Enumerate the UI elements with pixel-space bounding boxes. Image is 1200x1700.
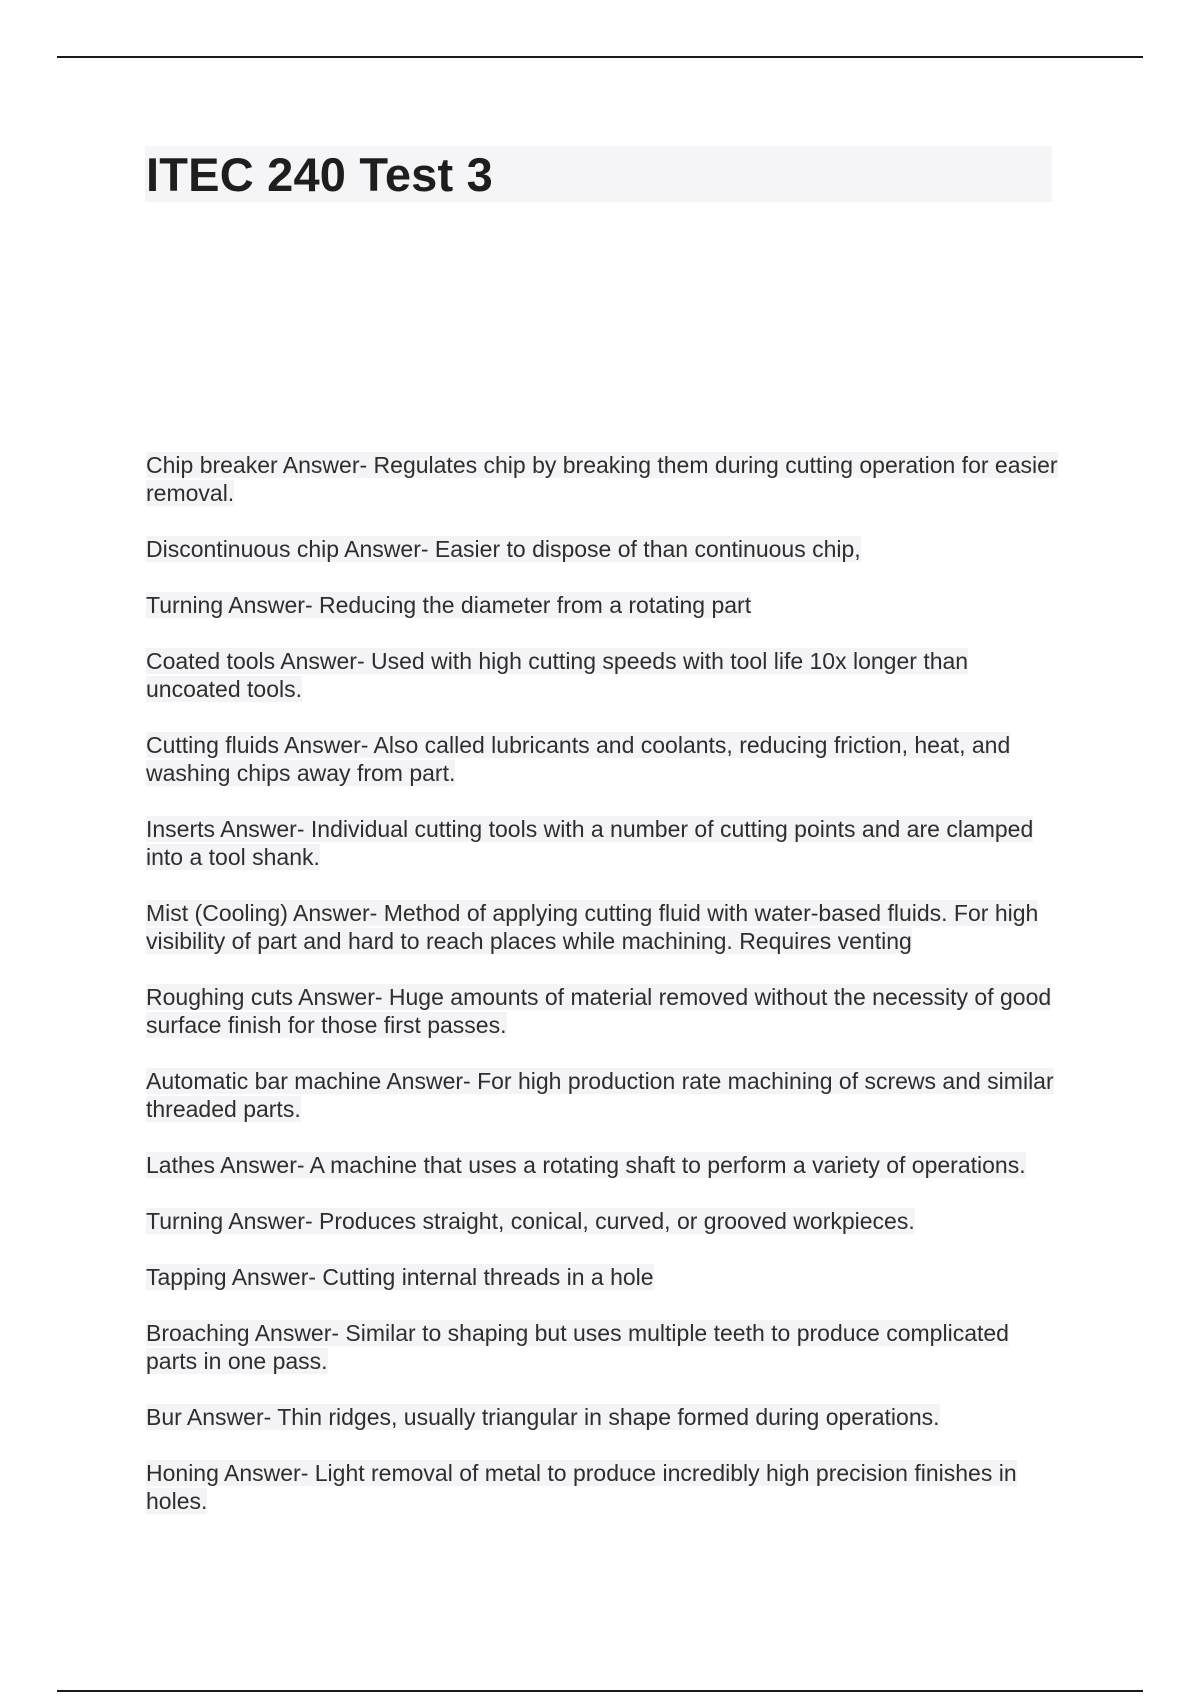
qa-text: Mist (Cooling) Answer- Method of applying cutting fluid with water-based fluids. For high visibility of part and hard to reach places while machining. Requires venting — [146, 900, 1039, 954]
list-item — [146, 1151, 1062, 1179]
list-item — [146, 1459, 1062, 1515]
qa-text: Discontinuous chip Answer- Easier to dispose of than continuous chip, — [146, 536, 861, 562]
qa-text: Tapping Answer- Cutting internal threads in a hole — [146, 1264, 654, 1290]
list-item — [146, 1207, 1062, 1235]
qa-text: Honing Answer- Light removal of metal to produce incredibly high precision finishes in holes. — [146, 1460, 1017, 1514]
qa-text: Broaching Answer- Similar to shaping but uses multiple teeth to produce complicated parts in one pass. — [146, 1320, 1009, 1374]
list-item — [146, 535, 1062, 563]
list-item — [146, 1403, 1062, 1431]
list-item — [146, 647, 1062, 703]
qa-text: Turning Answer- Produces straight, conical, curved, or grooved workpieces. — [146, 1208, 915, 1234]
qa-list — [146, 451, 1062, 1543]
list-item — [146, 1067, 1062, 1123]
list-item — [146, 1263, 1062, 1291]
list-item — [146, 731, 1062, 787]
qa-text: Bur Answer- Thin ridges, usually triangular in shape formed during operations. — [146, 1404, 940, 1430]
page-title: ITEC 240 Test 3 — [146, 148, 493, 201]
qa-text: Lathes Answer- A machine that uses a rotating shaft to perform a variety of operations. — [146, 1152, 1026, 1178]
top-rule — [57, 56, 1143, 58]
qa-text: Turning Answer- Reducing the diameter from a rotating part — [146, 592, 752, 618]
list-item — [146, 899, 1062, 955]
list-item — [146, 591, 1062, 619]
qa-text: Automatic bar machine Answer- For high production rate machining of screws and similar threaded parts. — [146, 1068, 1054, 1122]
qa-text: Inserts Answer- Individual cutting tools with a number of cutting points and are clamped into a tool shank. — [146, 816, 1034, 870]
qa-text: Chip breaker Answer- Regulates chip by breaking them during cutting operation for easier removal. — [146, 452, 1058, 506]
list-item — [146, 815, 1062, 871]
list-item — [146, 451, 1062, 507]
bottom-rule — [57, 1690, 1143, 1692]
qa-text: Roughing cuts Answer- Huge amounts of material removed without the necessity of good surface finish for those first passes. — [146, 984, 1052, 1038]
qa-text: Coated tools Answer- Used with high cutting speeds with tool life 10x longer than uncoated tools. — [146, 648, 969, 702]
list-item — [146, 1319, 1062, 1375]
list-item — [146, 983, 1062, 1039]
qa-text: Cutting fluids Answer- Also called lubricants and coolants, reducing friction, heat, and washing chips away from part. — [146, 732, 1011, 786]
